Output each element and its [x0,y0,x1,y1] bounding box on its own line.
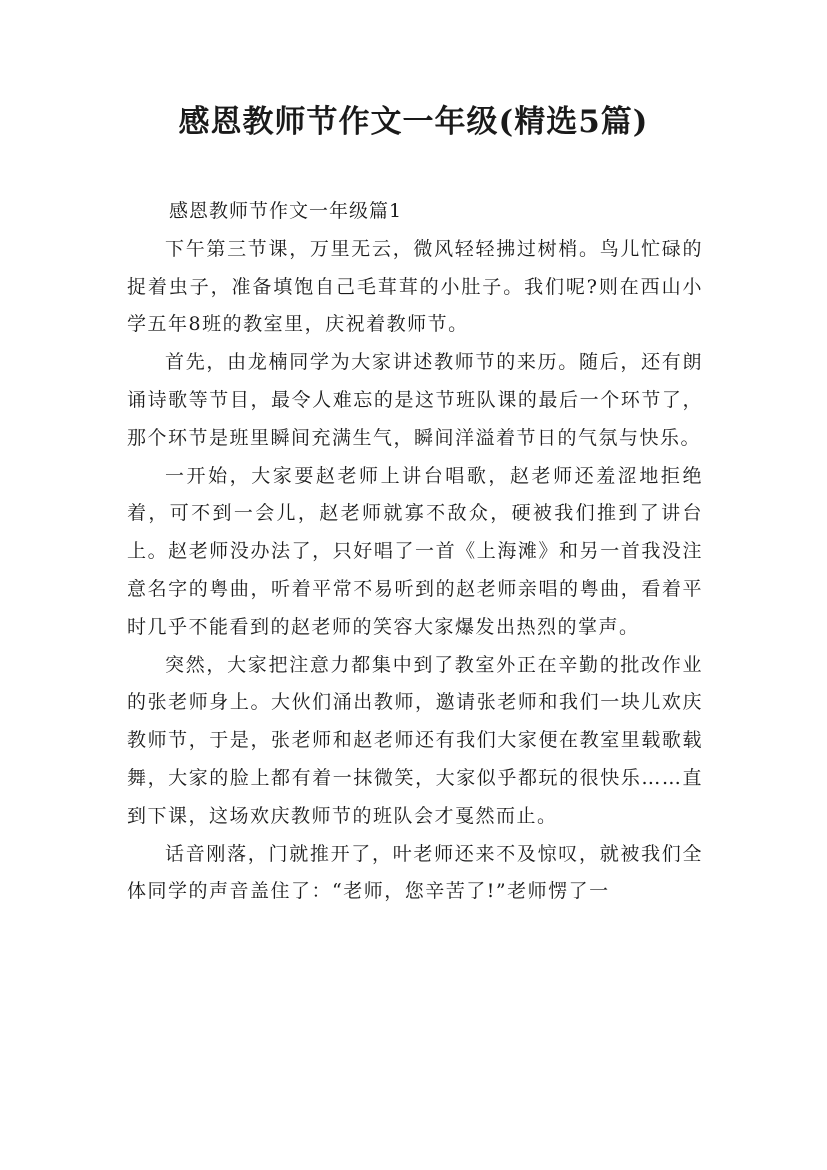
paragraph-1: 下午第三节课，万里无云，微风轻轻拂过树梢。鸟儿忙碌的捉着虫子，准备填饱自己毛茸茸的小肚子。我们呢?则在西山小学五年8班的教室里，庆祝着教师节。 [127,237,703,336]
document-body [127,193,703,911]
paragraph-2: 首先，由龙楠同学为大家讲述教师节的来历。随后，还有朗诵诗歌等节目，最令人难忘的是这节班队课的最后一个环节了，那个环节是班里瞬间充满生气，瞬间洋溢着节日的气氛与快乐。 [127,351,703,449]
document-title: 感恩教师节作文一年级(精选5篇) [178,104,649,140]
paragraph-5: 话音刚落，门就推开了，叶老师还来不及惊叹，就被我们全体同学的声音盖住了：“老师，您辛苦了!”老师愣了一 [127,842,703,903]
paragraph-4: 突然，大家把注意力都集中到了教室外正在辛勤的批改作业的张老师身上。大伙们涌出教师，邀请张老师和我们一块儿欢庆教师节，于是，张老师和赵老师还有我们大家便在教室里载歌载舞，大家的脸上都有着一抹微笑，大家似乎都玩的很快乐……直到下课，这场欢庆教师节的班队会才戛然而止。 [127,653,703,827]
paragraph-3: 一开始，大家要赵老师上讲台唱歌，赵老师还羞涩地拒绝着，可不到一会儿，赵老师就寡不敌众，硬被我们推到了讲台上。赵老师没办法了，只好唱了一首《上海滩》和另一首我没注意名字的粤曲，听着平常不易听到的赵老师亲唱的粤曲，看着平时几乎不能看到的赵老师的笑容大家爆发出热烈的掌声。 [127,464,703,638]
section-heading: 感恩教师节作文一年级篇1 [169,200,403,222]
